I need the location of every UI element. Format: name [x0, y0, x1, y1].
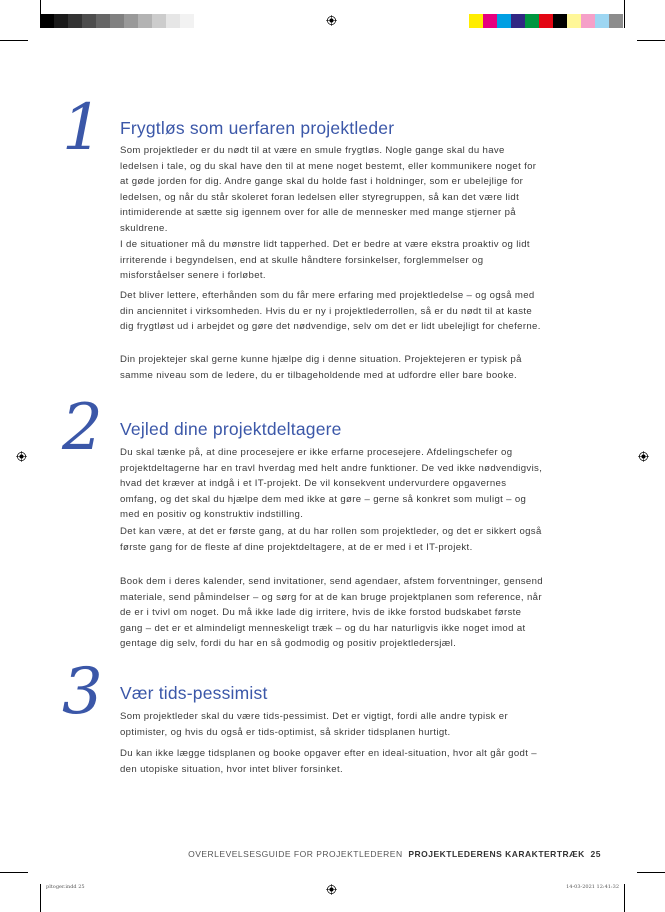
section-heading: Vær tids-pessimist — [120, 683, 268, 703]
page-footer — [188, 849, 601, 859]
crop-mark — [40, 884, 41, 912]
section-number: 3 — [62, 655, 103, 729]
color-swatch — [595, 14, 609, 28]
color-swatch — [124, 14, 138, 28]
color-swatch — [609, 14, 623, 28]
paragraph: Det kan være, at det er første gang, at du har rollen som projektleder, og det er sikkert også første gang for de fleste af dine projektdeltagere, at de er med i et IT-projekt. — [120, 526, 542, 553]
paragraph: Som projektleder skal du være tids-pessimist. Det er vigtigt, fordi alle andre typisk er optimister, og hvis du også er tids-optimist, så skrider tidsplanen hurtigt. — [120, 711, 509, 738]
color-swatch — [581, 14, 595, 28]
crop-mark — [624, 884, 625, 912]
color-swatch — [138, 14, 152, 28]
color-swatch — [469, 14, 483, 28]
paragraph: Book dem i deres kalender, send invitationer, send agendaer, afstem forventninger, gensend materiale, send påmindelser – og sørg for at de kan bruge projektplanen som reference, når de er i tvivl om noget. Du må ikke lade dig irritere, hvis de ikke forstod budskabet første gang – det er et almindeligt menneskeligt træk – og du har naturligvis ikke noget imod at gentage dig selv, fordi du har en så godmodig og positiv projektledersjæl. — [120, 576, 543, 650]
paragraph: Som projektleder er du nødt til at være en smule frygtløs. Nogle gange skal du have ledelsen i tale, og du skal have den til at mene noget bestemt, eller kommunikere noget for at gøde jorden for dig. Andre gange skal du holde fast i holdninger, som er ubelejlige for ledelsen, og når du står skoleret foran ledelsen eller styregruppen, så kan det være lidt intimiderende at sætte sig igennem over for alle de mennesker med mange stjerner på skuldrene. — [120, 145, 537, 234]
slug-timestamp: 14-03-2021 12:41:32 — [566, 884, 619, 890]
color-swatch — [68, 14, 82, 28]
paragraph: Det bliver lettere, efterhånden som du får mere erfaring med projektledelse – og også med din anciennitet i virksomheden. Hvis du er ny i projektlederrollen, så er du nødt til at kaste dig frygtløst ud i arbejdet og gøre det nødvendige, selv om det er lidt ubelejligt for cheferne. — [120, 290, 541, 333]
color-swatch — [82, 14, 96, 28]
color-swatch — [96, 14, 110, 28]
color-swatch — [497, 14, 511, 28]
color-swatch — [483, 14, 497, 28]
paragraph: Du skal tænke på, at dine procesejere er ikke erfarne procesejere. Afdelingschefer og projektdeltagerne har en travl hverdag med helt andre funktioner. De ved ikke nødvendigvis, hvad det kræver at indgå i et IT-projekt. De vil konsekvent undervurdere opgavernes omfang, og det skal du hjælpe dem med ikke at gøre – gerne så konkret som muligt – og med en positiv og konstruktiv indstilling. — [120, 447, 543, 521]
registration-mark-bottom-icon — [326, 884, 337, 895]
section-number: 2 — [62, 391, 103, 465]
paragraph: Din projektejer skal gerne kunne hjælpe dig i denne situation. Projektejeren er typisk på samme niveau som de ledere, du er tilbageholdende med at udfordre eller bare booke. — [120, 354, 522, 381]
section-heading: Vejled dine projektdeltagere — [120, 419, 342, 439]
color-swatch — [180, 14, 194, 28]
section-number: 1 — [62, 91, 103, 165]
slug-filename: pltoger.indd 25 — [46, 884, 85, 890]
color-swatch — [54, 14, 68, 28]
crop-mark — [624, 0, 625, 28]
book-title: OVERLEVELSESGUIDE FOR PROJEKTLEDEREN — [188, 849, 403, 859]
color-swatch — [166, 14, 180, 28]
crop-mark — [637, 40, 665, 41]
color-swatch — [511, 14, 525, 28]
color-swatch — [40, 14, 54, 28]
color-swatch — [553, 14, 567, 28]
crop-mark — [0, 872, 28, 873]
section-heading: Frygtløs som uerfaren projektleder — [120, 118, 395, 138]
color-swatch — [152, 14, 166, 28]
page-number: 25 — [590, 849, 601, 859]
color-swatch — [567, 14, 581, 28]
crop-mark — [637, 872, 665, 873]
color-swatch — [539, 14, 553, 28]
registration-mark-right-icon — [638, 451, 649, 462]
cmyk-color-bar — [469, 14, 623, 28]
chapter-title: PROJEKTLEDERENS KARAKTERTRÆK — [408, 849, 585, 859]
registration-mark-top-icon — [326, 15, 337, 26]
paragraph: I de situationer må du mønstre lidt tapperhed. Det er bedre at være ekstra proaktiv og lidt irriterende i begyndelsen, end at skulle håndtere forsinkelser, forglemmelser og misforståelser senere i forløbet. — [120, 239, 530, 282]
color-swatch — [525, 14, 539, 28]
paragraph: Du kan ikke lægge tidsplanen og booke opgaver efter en ideal-situation, hvor alt går godt – den utopiske situation, hvor intet bliver forsinket. — [120, 748, 537, 775]
grayscale-color-bar — [40, 14, 194, 28]
crop-mark — [40, 0, 41, 28]
crop-mark — [0, 40, 28, 41]
color-swatch — [110, 14, 124, 28]
registration-mark-left-icon — [16, 451, 27, 462]
